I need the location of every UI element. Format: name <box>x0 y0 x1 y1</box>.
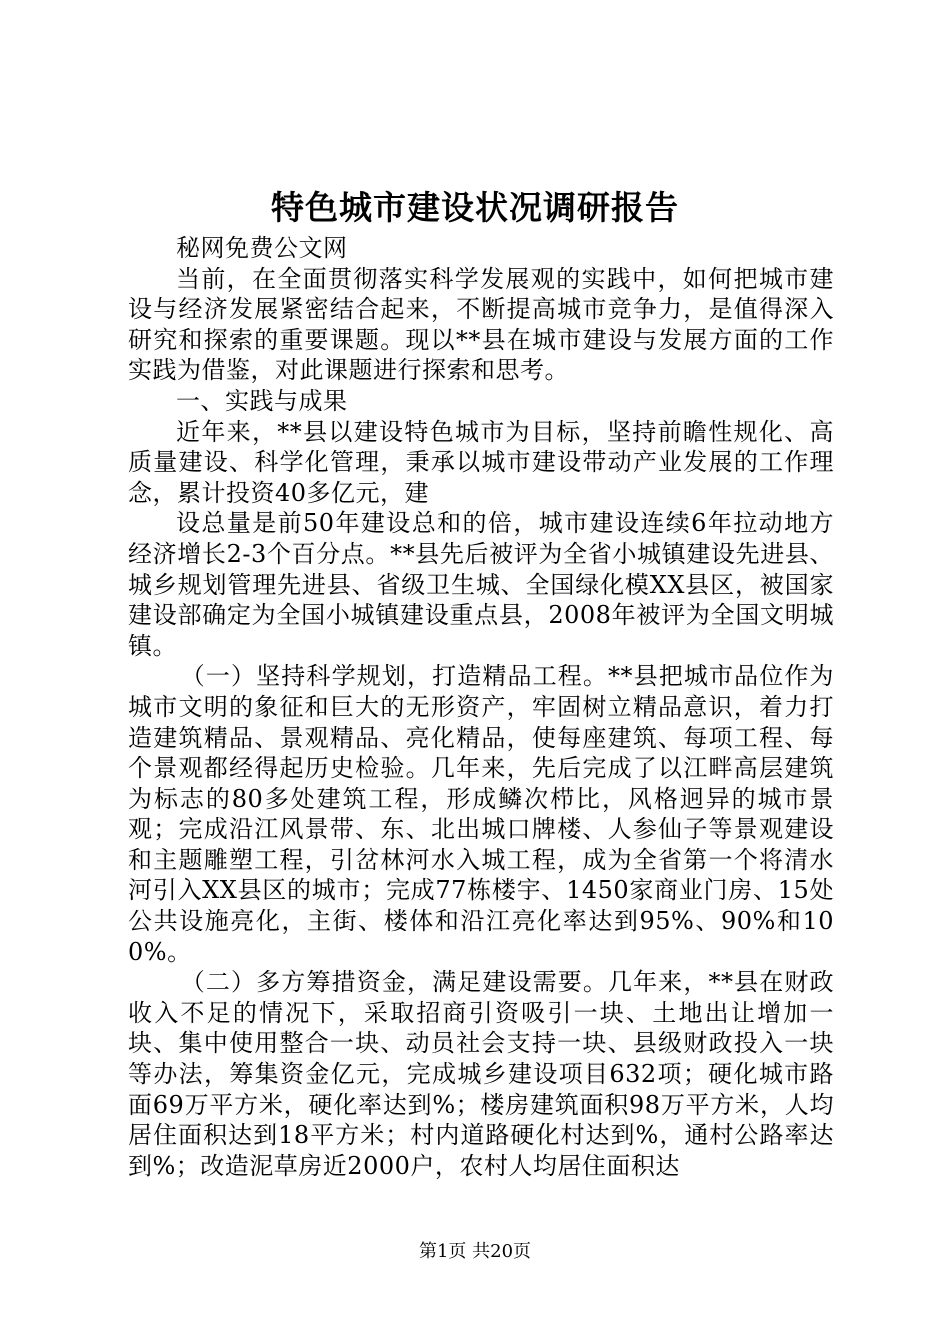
document-body <box>128 233 834 1181</box>
paragraph-planning: （一）坚持科学规划，打造精品工程。**县把城市品位作为城市文明的象征和巨大的无形资产，牢固树立精品意识，着力打造建筑精品、景观精品、亮化精品，使每座建筑、每项工程、每个景观都经得起历史检验。几年来，先后完成了以江畔高层建筑为标志的80多处建筑工程，形成鳞次栉比，风格迥异的城市景观；完成沿江风景带、东、北出城口牌楼、人参仙子等景观建设和主题雕塑工程，引岔林河水入城工程，成为全省第一个将清水河引入XX县区的城市；完成77栋楼宇、1450家商业门房、15处公共设施亮化，主街、楼体和沿江亮化率达到95%、90%和100%。 <box>128 662 834 966</box>
paragraph-funding: （二）多方筹措资金，满足建设需要。几年来，**县在财政收入不足的情况下，采取招商引资吸引一块、土地出让增加一块、集中使用整合一块、动员社会支持一块、县级财政投入一块等办法，筹集资金亿元，完成城乡建设项目632项；硬化城市路面69万平方米，硬化率达到%；楼房建筑面积98万平方米，人均居住面积达到18平方米；村内道路硬化村达到%，通村公路率达到%；改造泥草房近2000户，农村人均居住面积达 <box>128 968 834 1180</box>
paragraph-achievements: 近年来，**县以建设特色城市为目标，坚持前瞻性规化、高质量建设、科学化管理，秉承以城市建设带动产业发展的工作理念，累计投资40多亿元，建 <box>128 417 834 507</box>
source-line: 秘网免费公文网 <box>176 234 348 262</box>
document-title: 特色城市建设状况调研报告 <box>271 188 679 227</box>
page-number: 第1页 共20页 <box>418 1241 532 1262</box>
paragraph-achievements-continued: 设总量是前50年建设总和的倍，城市建设连续6年拉动地方经济增长2-3个百分点。**县先后被评为全省小城镇建设先进县、城乡规划管理先进县、省级卫生城、全国绿化模XX县区，被国家建设部确定为全国小城镇建设重点县，2008年被评为全国文明城镇。 <box>128 509 834 660</box>
section-heading: 一、实践与成果 <box>176 386 348 415</box>
paragraph-intro: 当前，在全面贯彻落实科学发展观的实践中，如何把城市建设与经济发展紧密结合起来，不断提高城市竞争力，是值得深入研究和探索的重要课题。现以**县在城市建设与发展方面的工作实践为借鉴，对此课题进行探索和思考。 <box>128 264 834 385</box>
